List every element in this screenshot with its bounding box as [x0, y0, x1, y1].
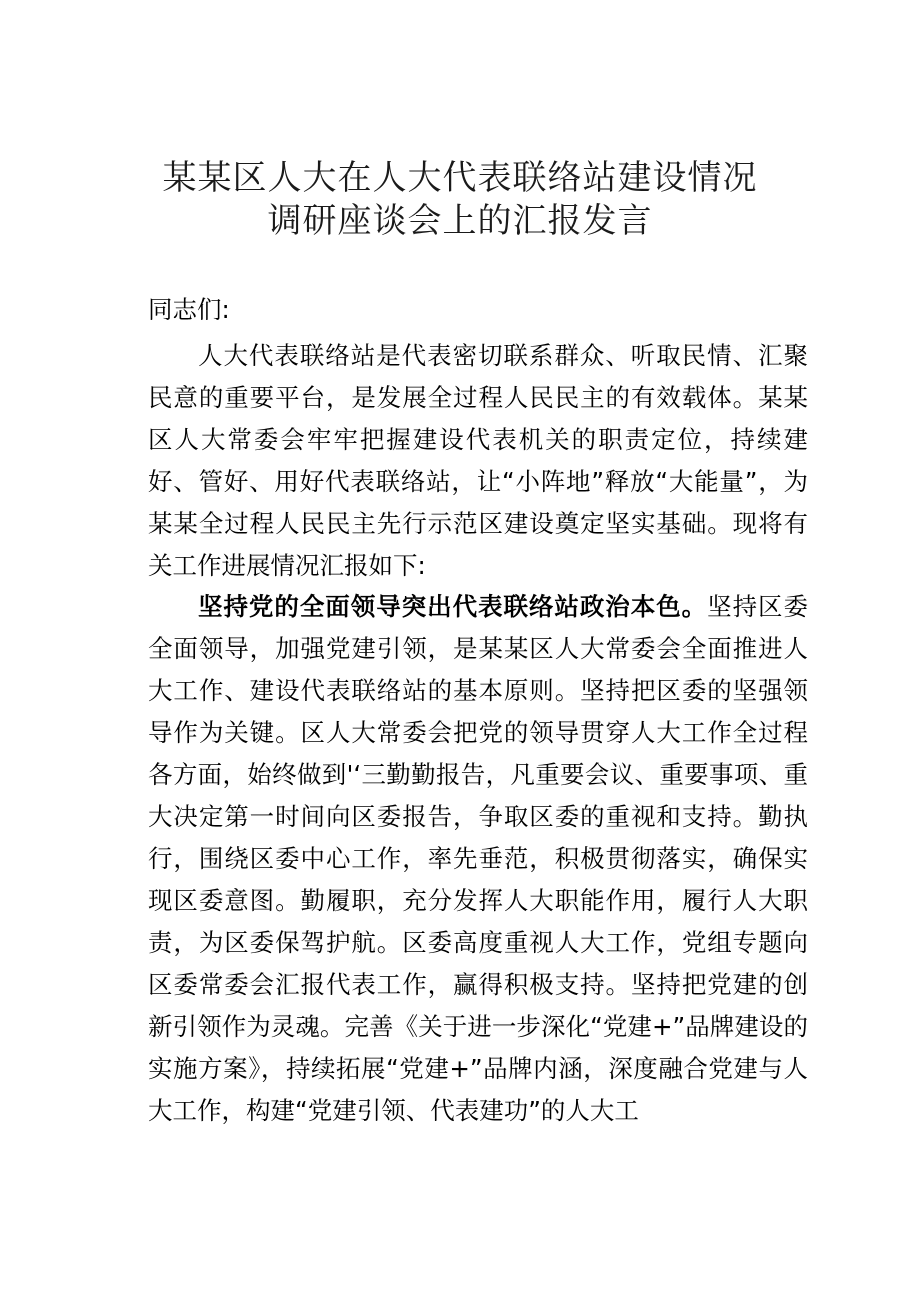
paragraph-intro [148, 335, 808, 587]
document-title-line-1: 某某区人大在人大代表联络站建设情况 [162, 158, 758, 198]
paragraph-heading: 坚持党的全面领导突出代表联络站政治本色。 [198, 592, 708, 621]
paragraph-text: 坚持区委全面领导，加强党建引领，是某某区人大常委会全面推进人大工作、建设代表联络站的基本原则。坚持把区委的坚强领导作为关键。区人大常委会把党的领导贯穿人大工作全过程各方面，始终做到'‘三勤勤报告，凡重要会议、重要事项、重大决定第一时间向区委报告，争取区委的重视和支持。勤执行，围绕区委中心工作，率先垂范，积极贯彻落实，确保实现区委意图。勤履职，充分发挥人大职能作用，履行人大职责，为区委保驾护航。区委高度重视人大工作，党组专题向区委常委会汇报代表工作，赢得积极支持。坚持把党建的创新引领作为灵魂。完善《关于进一步深化“党建+”品牌建设的实施方案》，持续拓展“党建+”品牌内涵，深度融合党建与人大工作，构建“党建引领、代表建功”的人大工 [148, 592, 809, 1125]
paragraph-text: 人大代表联络站是代表密切联系群众、听取民情、汇聚民意的重要平台，是发展全过程人民民主的有效载体。某某区人大常委会牢牢把握建设代表机关的职责定位，持续建好、管好、用好代表联络站，让“小阵地”释放“大能量”，为某某全过程人民民主先行示范区建设奠定坚实基础。现将有关工作进展情况汇报如下: [148, 341, 808, 580]
paragraph-party-leadership [148, 586, 808, 1132]
document-title-line-2: 调研座谈会上的汇报发言 [267, 201, 653, 241]
greeting: 同志们: [148, 295, 230, 324]
